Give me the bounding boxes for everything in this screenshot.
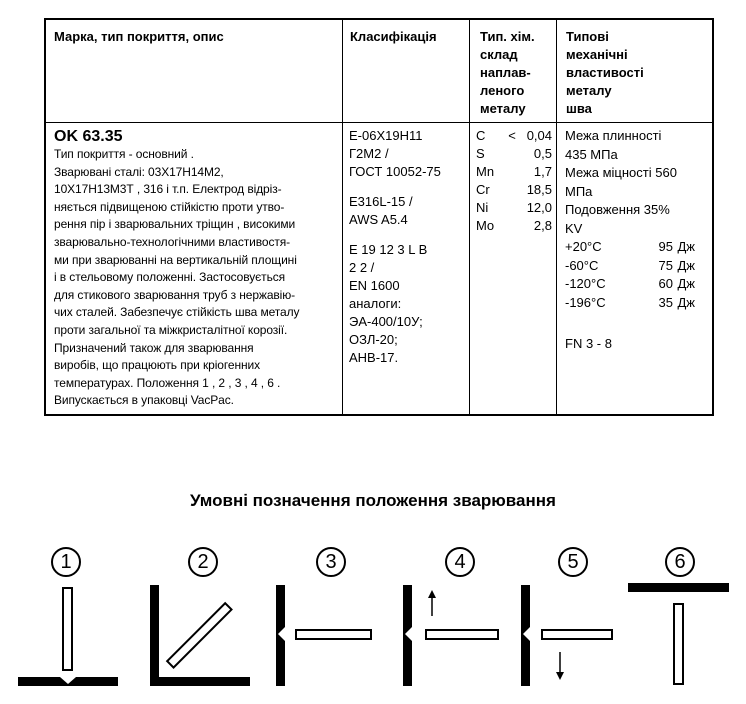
position-5-icon [521, 585, 612, 686]
product-name: OK 63.35 [54, 128, 123, 145]
description-line: Призначений також для зварювання [54, 340, 254, 355]
description-line: для стикового зварювання труб з нержавію- [54, 287, 296, 302]
description-line: зварювально-технологічними властивостя- [54, 234, 291, 249]
classification-line: аналоги: [349, 296, 402, 311]
ferrite-number: FN 3 - 8 [565, 336, 612, 351]
column-divider [469, 20, 470, 414]
header-mechanical-line: металу [566, 83, 612, 98]
value: 2,8 [533, 218, 552, 233]
classification-line: EN 1600 [349, 278, 400, 293]
classification-line: ГОСТ 10052-75 [349, 164, 441, 179]
position-number: 4 [445, 547, 475, 577]
classification-line: АНВ-17. [349, 350, 399, 365]
header-mechanical-line: властивості [566, 65, 644, 80]
impact-row [565, 238, 711, 257]
impact-temp: -120°C [565, 276, 606, 291]
header-mechanical-line: механічні [566, 47, 628, 62]
impact-value: 35 [658, 294, 673, 310]
chemistry-row [476, 199, 556, 217]
description-line: 10Х17Н13М3Т , 316 і т.п. Електрод відріз- [54, 182, 282, 197]
chemistry-row [476, 217, 556, 235]
operator [502, 199, 522, 217]
description-line: Випускається в упаковці VacPac. [54, 393, 234, 408]
classification-line: Г2М2 / [349, 146, 389, 161]
mechanical-line: Межа міцності 560 [565, 165, 677, 180]
header-classification: Класифікація [350, 29, 437, 44]
description-line: рення пір і зварювальних тріщин , високими [54, 217, 296, 232]
description-line: Зварювані сталі: 03Х17Н14М2, [54, 164, 224, 179]
classification-spacer [349, 229, 467, 241]
description-line: чих сталей. Забезпечує стійкість шва металу [54, 305, 300, 320]
description-line: і в стельовому положенні. Застосовується [54, 270, 286, 285]
header-mechanical [566, 28, 706, 118]
classification-line: Е-06Х19Н11 [349, 128, 423, 143]
position-number: 3 [316, 547, 346, 577]
value: 0,04 [526, 128, 552, 143]
position-1-icon [18, 588, 118, 686]
operator [502, 163, 522, 181]
header-mechanical-line: шва [566, 101, 592, 116]
column-divider [342, 20, 343, 414]
electrode-table [44, 18, 714, 416]
header-mechanical-line: Типові [566, 29, 609, 44]
element: Cr [476, 182, 490, 197]
impact-unit: Дж [677, 276, 695, 291]
classification-line: ЭА-400/10У; [349, 314, 423, 329]
position-4-icon [403, 585, 498, 686]
header-grade: Марка, тип покриття, опис [54, 29, 224, 44]
position-number: 1 [51, 547, 81, 577]
classification-spacer [349, 181, 467, 193]
element: C [476, 128, 486, 143]
classification-line: E 19 12 3 L B [349, 242, 428, 257]
value: 18,5 [526, 182, 552, 197]
position-number: 6 [665, 547, 695, 577]
impact-value: 95 [658, 239, 673, 254]
position-3-icon [276, 585, 371, 686]
value: 12,0 [526, 200, 552, 215]
column-divider [556, 20, 557, 414]
operator: < [508, 128, 516, 143]
element: Ni [476, 200, 489, 215]
classification-line: 2 2 / [349, 260, 375, 275]
description-line: виробів, що працюють при кріогенних [54, 358, 261, 373]
classification-line: E316L-15 / [349, 194, 413, 209]
operator [502, 217, 522, 235]
position-number: 5 [558, 547, 588, 577]
element: Mo [476, 218, 495, 233]
header-chemistry-line: металу [480, 101, 526, 116]
chemistry-row [476, 181, 556, 199]
value: 0,5 [533, 146, 552, 161]
mechanical-line: Подовження 35% [565, 202, 670, 217]
element: Mn [476, 164, 495, 179]
header-chemistry-line: склад [480, 47, 518, 62]
position-6-icon [628, 583, 729, 684]
classification-cell [349, 127, 467, 367]
chemistry-row [476, 127, 556, 145]
product-cell [54, 127, 338, 410]
mechanical-line: Межа плинності [565, 128, 662, 143]
operator [502, 181, 522, 199]
description-line: проти загальної та міжкристалітної корозії. [54, 322, 288, 337]
operator [502, 145, 522, 163]
description-line: няється підвищеною стійкістю проти утво- [54, 199, 285, 214]
description-line: температурах. Положення 1 , 2 , 3 , 4 , 6 . [54, 375, 281, 390]
impact-row [565, 275, 711, 294]
impact-temp: +20°C [565, 239, 602, 254]
impact-row [565, 294, 711, 313]
mechanical-cell [565, 127, 711, 354]
description-line: Тип покриття - основний . [54, 147, 194, 161]
mechanical-line: МПа [565, 183, 593, 199]
legend-title: Умовні позначення положення зварювання [190, 491, 556, 510]
chemistry-cell [476, 127, 556, 235]
classification-line: ОЗЛ-20; [349, 332, 398, 347]
chemistry-row [476, 145, 556, 163]
position-number: 2 [188, 547, 218, 577]
impact-value: 60 [658, 276, 673, 291]
description-line: ми при зварюванні на вертикальній площині [54, 252, 297, 267]
element: S [476, 146, 485, 161]
classification-line: AWS A5.4 [349, 212, 408, 227]
impact-temp: -60°C [565, 257, 599, 273]
header-chemistry [480, 28, 554, 118]
header-chemistry-line: леного [480, 83, 525, 98]
impact-value: 75 [658, 257, 673, 273]
header-divider [46, 122, 712, 123]
impact-unit: Дж [677, 239, 695, 254]
position-2-icon [150, 585, 250, 686]
header-chemistry-line: наплав- [480, 65, 531, 80]
mechanical-line: KV [565, 220, 583, 236]
impact-temp: -196°C [565, 294, 606, 310]
mechanical-line: 435 МПа [565, 146, 618, 162]
header-chemistry-line: Тип. хім. [480, 29, 535, 44]
impact-row [565, 257, 711, 276]
value: 1,7 [533, 164, 552, 179]
chemistry-row [476, 163, 556, 181]
impact-unit: Дж [677, 257, 695, 273]
impact-unit: Дж [677, 294, 695, 310]
